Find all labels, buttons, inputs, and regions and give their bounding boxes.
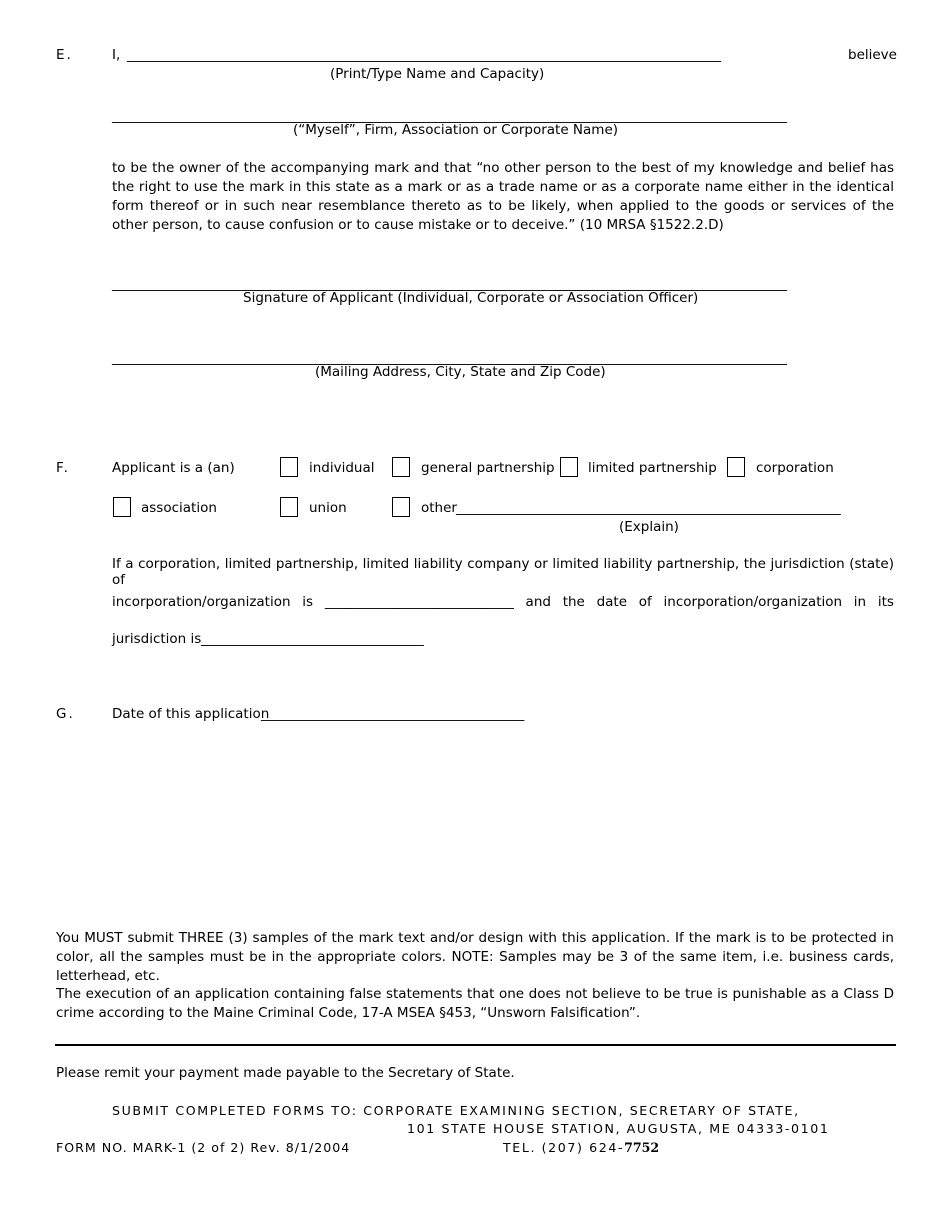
corporation-label: corporation (756, 460, 834, 476)
limited-partnership-checkbox[interactable] (560, 457, 578, 477)
jurisdiction-text-g: incorporation/organization (663, 594, 843, 610)
section-e-label: E. (56, 47, 73, 63)
jurisdiction-text-h: in (853, 594, 867, 610)
telephone-prefix: TEL. (207) 624- (503, 1140, 625, 1155)
signature-caption: Signature of Applicant (Individual, Corporate or Association Officer) (243, 290, 699, 306)
jurisdiction-text-a: incorporation/organization (112, 594, 291, 610)
other-explain-field[interactable]: _________________________________________________________ (456, 500, 841, 516)
union-label: union (309, 500, 347, 516)
footer-divider (55, 1044, 896, 1046)
general-partnership-checkbox[interactable] (392, 457, 410, 477)
jurisdiction-line-2 (112, 594, 894, 610)
mailing-address-field[interactable]: ____________________________________________________________________________________________________ (112, 350, 787, 366)
jurisdiction-line-1: If a corporation, limited partnership, limited liability company or limited liability partnership, the jurisdiction (state) of (112, 556, 894, 588)
remit-payment-text: Please remit your payment made payable to the Secretary of State. (56, 1065, 515, 1081)
telephone-suffix: 7752 (624, 1140, 660, 1155)
form-number: FORM NO. MARK-1 (2 of 2) Rev. 8/1/2004 (56, 1140, 351, 1155)
jurisdiction-state-field[interactable]: ____________________________ (324, 594, 514, 610)
explain-caption: (Explain) (619, 519, 679, 535)
signature-field[interactable]: ____________________________________________________________________________________________________ (112, 276, 787, 292)
print-name-field[interactable]: ________________________________________________________________________________________ (127, 47, 721, 63)
mailing-address-caption: (Mailing Address, City, State and Zip Code) (315, 364, 606, 380)
believe-text: believe (848, 47, 897, 63)
ownership-statement: to be the owner of the accompanying mark and that “no other person to the best of my knowledge and belief has the right to use the mark in this state as a mark or as a trade name or as a corporate name either in the identical form thereof or in such near resemblance thereto as to be likely, when applied to the goods or services of the other person, to cause confusion or to cause mistake or to deceive.” (10 MRSA §1522.2.D) (112, 160, 894, 233)
application-date-field[interactable]: _______________________________________ (261, 706, 525, 722)
false-statement-notice: The execution of an application containing false statements that one does not believe to be true is punishable as a Class D crime according to the Maine Criminal Code, 17-A MSEA §453, “Unsworn Falsification”. (56, 986, 894, 1021)
submit-address-line-2: 101 STATE HOUSE STATION, AUGUSTA, ME 04333-0101 (407, 1121, 830, 1136)
union-checkbox[interactable] (280, 497, 298, 517)
incorporation-date-field[interactable]: _________________________________ (201, 631, 424, 647)
samples-notice: You MUST submit THREE (3) samples of the mark text and/or design with this application. If the mark is to be protected in color, all the samples must be in the appropriate colors. NOTE: Samples may be 3 of the same item, i.e. business cards, letterhead, etc. (56, 930, 894, 984)
firm-name-field[interactable]: ____________________________________________________________________________________________________ (112, 108, 787, 124)
application-date-label: Date of this application (112, 706, 270, 722)
association-checkbox[interactable] (113, 497, 131, 517)
submit-address-line-1: SUBMIT COMPLETED FORMS TO: CORPORATE EXAMINING SECTION, SECRETARY OF STATE, (112, 1103, 800, 1118)
applicant-type-label: Applicant is a (an) (112, 460, 235, 476)
jurisdiction-text-f: of (638, 594, 652, 610)
firm-name-caption: (“Myself”, Firm, Association or Corporate Name) (293, 122, 619, 138)
section-f-label: F. (56, 460, 70, 476)
jurisdiction-text-b: is (302, 594, 314, 610)
telephone (503, 1140, 659, 1155)
individual-checkbox[interactable] (280, 457, 298, 477)
jurisdiction-text-c: and (525, 594, 551, 610)
general-partnership-label: general partnership (421, 460, 555, 476)
other-label: other (421, 500, 457, 516)
print-name-caption: (Print/Type Name and Capacity) (330, 66, 545, 82)
jurisdiction-text-i: its (877, 594, 894, 610)
jurisdiction-text-d: the (562, 594, 585, 610)
individual-label: individual (309, 460, 375, 476)
limited-partnership-label: limited partnership (588, 460, 717, 476)
association-label: association (141, 500, 217, 516)
corporation-checkbox[interactable] (727, 457, 745, 477)
jurisdiction-line-3-label: jurisdiction is (112, 631, 202, 647)
section-g-label: G. (56, 706, 75, 722)
other-checkbox[interactable] (392, 497, 410, 517)
i-prefix: I, (112, 47, 121, 63)
jurisdiction-text-e: date (596, 594, 628, 610)
